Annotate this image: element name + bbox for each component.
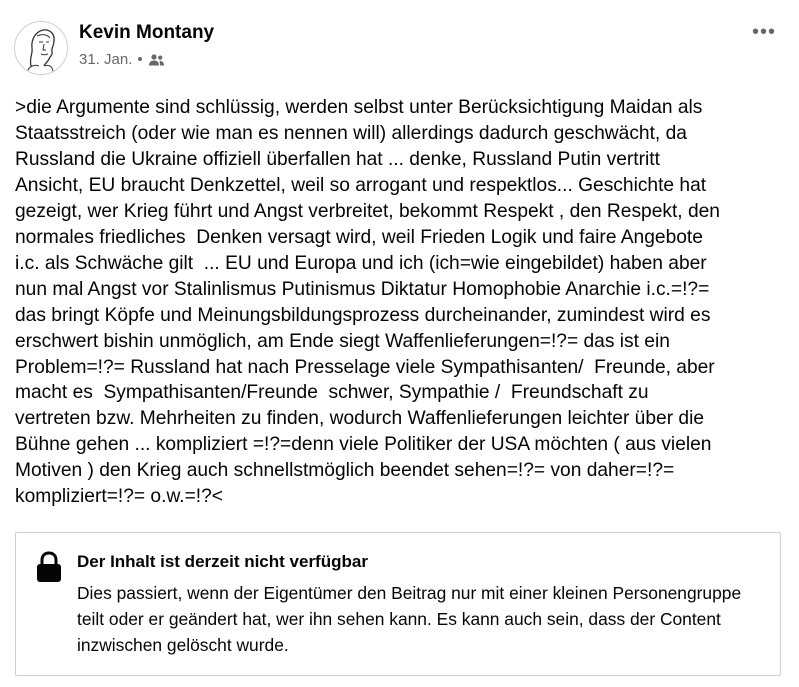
author-avatar[interactable] (14, 21, 68, 75)
unavailable-description: Dies passiert, wenn der Eigentümer den Beitrag nur mit einer kleinen Personengruppe teilt oder er geändert hat, wer ihn sehen kann. Es kann auch sein, dass der Content inzwischen gelöscht wurde. (77, 583, 742, 655)
unavailable-content-notice (15, 532, 781, 676)
post-date[interactable]: 31. Jan. (79, 51, 133, 68)
friends-audience-icon[interactable] (148, 53, 165, 67)
unavailable-title: Der Inhalt ist derzeit nicht verfügbar (77, 552, 368, 571)
lock-icon (36, 551, 62, 583)
more-options-icon[interactable]: ••• (751, 20, 776, 43)
post-text: >die Argumente sind schlüssig, werden selbst unter Berücksichtigung Maidan als Staatsstreich (oder wie man es nennen will) allerdings dadurch geschwächt, da Russland die Ukraine offiziell überfallen hat ... denke, Russland Putin vertritt Ansicht, EU braucht Denkzettel, weil so arrogant und respektlos... Geschichte hat gezeigt, wer Krieg führt und Angst verbreitet, bekommt Respekt , den Respekt, den normales friedliches Denken versagt wird, weil Frieden Logik und faire Angebote i.c. als Schwäche gilt ... EU und Europa und ich (ich=wie eingebildet) haben aber nun mal Angst vor Stalinlismus Putinismus Diktatur Homophobie Anarchie i.c.=!?= das bringt Köpfe und Meinungsbildungsprozess durcheinander, zumindest wird es erschwert bishin unmöglich, am Ende siegt Waffenlieferungen=!?= das ist ein Problem=!?= Russland hat nach Presselage viele Sympathisanten/ Freunde, aber macht es Sympathisanten/Freunde schwer, Sympathie / Freundschaft zu vertreten bzw. Mehrheiten zu finden, wodurch Waffenlieferungen leichter über die Bühne gehen ... kompliziert =!?=denn viele Politiker der USA möchten ( aus vielen Motiven ) den Krieg auch schnellstmöglich beendet sehen=!?= von daher=!?= kompliziert=!?= o.w.=!?< (15, 97, 720, 508)
meta-separator: • (137, 51, 143, 68)
post-meta (79, 51, 165, 68)
author-name[interactable]: Kevin Montany (79, 22, 215, 43)
